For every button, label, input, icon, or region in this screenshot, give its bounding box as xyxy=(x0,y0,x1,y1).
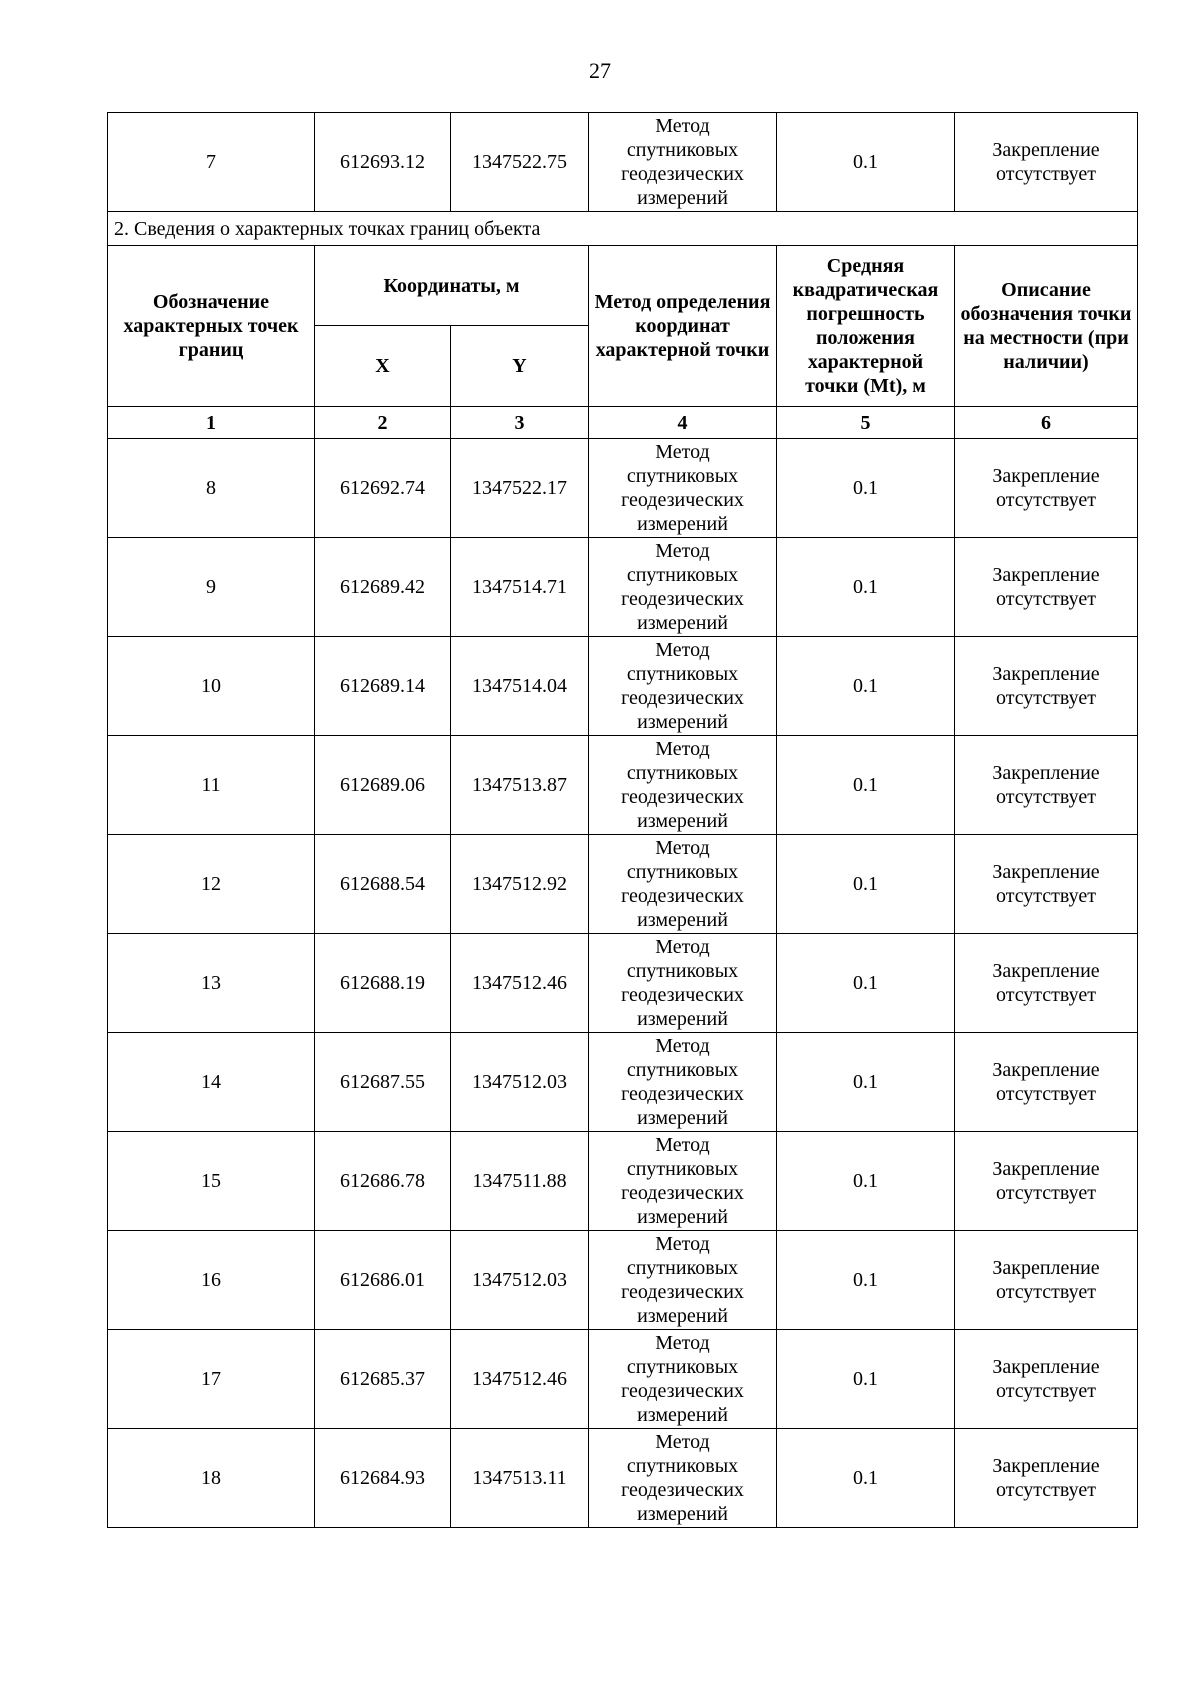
description-cell: Закрепление отсутствует xyxy=(955,835,1138,934)
table-row xyxy=(108,439,1138,538)
y-coordinate-cell: 1347512.46 xyxy=(451,1330,589,1429)
method-cell: Метод спутниковых геодезических измерений xyxy=(589,113,777,212)
point-number-cell: 12 xyxy=(108,835,315,934)
description-cell: Закрепление отсутствует xyxy=(955,1429,1138,1528)
error-cell: 0.1 xyxy=(777,637,955,736)
description-cell: Закрепление отсутствует xyxy=(955,1231,1138,1330)
header-designation: Обозначение характерных точек границ xyxy=(108,246,315,407)
x-coordinate-cell: 612686.01 xyxy=(315,1231,451,1330)
error-cell: 0.1 xyxy=(777,1132,955,1231)
y-coordinate-cell: 1347514.04 xyxy=(451,637,589,736)
y-coordinate-cell: 1347512.03 xyxy=(451,1231,589,1330)
table-row xyxy=(108,1330,1138,1429)
table-row-top xyxy=(108,113,1138,212)
table-row xyxy=(108,1231,1138,1330)
error-cell: 0.1 xyxy=(777,736,955,835)
point-number-cell: 18 xyxy=(108,1429,315,1528)
y-coordinate-cell: 1347512.92 xyxy=(451,835,589,934)
description-cell: Закрепление отсутствует xyxy=(955,439,1138,538)
error-cell: 0.1 xyxy=(777,835,955,934)
method-cell: Метод спутниковых геодезических измерений xyxy=(589,538,777,637)
description-cell: Закрепление отсутствует xyxy=(955,934,1138,1033)
error-cell: 0.1 xyxy=(777,934,955,1033)
method-cell: Метод спутниковых геодезических измерений xyxy=(589,1033,777,1132)
error-cell: 0.1 xyxy=(777,1429,955,1528)
point-number-cell: 16 xyxy=(108,1231,315,1330)
x-coordinate-cell: 612688.19 xyxy=(315,934,451,1033)
error-cell: 0.1 xyxy=(777,1033,955,1132)
y-coordinate-cell: 1347513.87 xyxy=(451,736,589,835)
column-number-row xyxy=(108,407,1138,439)
x-coordinate-cell: 612689.06 xyxy=(315,736,451,835)
header-row-primary xyxy=(108,246,1138,326)
x-coordinate-cell: 612689.42 xyxy=(315,538,451,637)
table-row xyxy=(108,736,1138,835)
x-coordinate-cell: 612693.12 xyxy=(315,113,451,212)
method-cell: Метод спутниковых геодезических измерений xyxy=(589,835,777,934)
description-cell: Закрепление отсутствует xyxy=(955,1330,1138,1429)
y-coordinate-cell: 1347513.11 xyxy=(451,1429,589,1528)
point-number-cell: 10 xyxy=(108,637,315,736)
x-coordinate-cell: 612689.14 xyxy=(315,637,451,736)
header-error: Средняя квадратическая погрешность положения характерной точки (Mt), м xyxy=(777,246,955,407)
point-number-cell: 11 xyxy=(108,736,315,835)
point-number-cell: 8 xyxy=(108,439,315,538)
column-number: 6 xyxy=(955,407,1138,439)
description-cell: Закрепление отсутствует xyxy=(955,113,1138,212)
y-coordinate-cell: 1347522.17 xyxy=(451,439,589,538)
method-cell: Метод спутниковых геодезических измерений xyxy=(589,934,777,1033)
section-title: 2. Сведения о характерных точках границ объекта xyxy=(108,212,1138,246)
point-number-cell: 14 xyxy=(108,1033,315,1132)
y-coordinate-cell: 1347522.75 xyxy=(451,113,589,212)
error-cell: 0.1 xyxy=(777,1330,955,1429)
point-number-cell: 7 xyxy=(108,113,315,212)
table-row xyxy=(108,1033,1138,1132)
method-cell: Метод спутниковых геодезических измерений xyxy=(589,1231,777,1330)
method-cell: Метод спутниковых геодезических измерений xyxy=(589,1330,777,1429)
x-coordinate-cell: 612686.78 xyxy=(315,1132,451,1231)
description-cell: Закрепление отсутствует xyxy=(955,538,1138,637)
header-method: Метод определения координат характерной точки xyxy=(589,246,777,407)
description-cell: Закрепление отсутствует xyxy=(955,736,1138,835)
y-coordinate-cell: 1347512.46 xyxy=(451,934,589,1033)
point-number-cell: 15 xyxy=(108,1132,315,1231)
boundary-points-table xyxy=(107,112,1138,1528)
table-row xyxy=(108,835,1138,934)
table-row xyxy=(108,637,1138,736)
page-number: 27 xyxy=(589,58,611,83)
description-cell: Закрепление отсутствует xyxy=(955,637,1138,736)
table-row xyxy=(108,538,1138,637)
x-coordinate-cell: 612685.37 xyxy=(315,1330,451,1429)
header-description: Описание обозначения точки на местности (при наличии) xyxy=(955,246,1138,407)
x-coordinate-cell: 612684.93 xyxy=(315,1429,451,1528)
column-number: 5 xyxy=(777,407,955,439)
y-coordinate-cell: 1347514.71 xyxy=(451,538,589,637)
x-coordinate-cell: 612687.55 xyxy=(315,1033,451,1132)
point-number-cell: 13 xyxy=(108,934,315,1033)
method-cell: Метод спутниковых геодезических измерений xyxy=(589,736,777,835)
table-row xyxy=(108,1429,1138,1528)
method-cell: Метод спутниковых геодезических измерений xyxy=(589,1429,777,1528)
table-row xyxy=(108,1132,1138,1231)
description-cell: Закрепление отсутствует xyxy=(955,1033,1138,1132)
error-cell: 0.1 xyxy=(777,1231,955,1330)
method-cell: Метод спутниковых геодезических измерений xyxy=(589,637,777,736)
error-cell: 0.1 xyxy=(777,538,955,637)
header-coordinates: Координаты, м xyxy=(315,246,589,326)
x-coordinate-cell: 612688.54 xyxy=(315,835,451,934)
column-number: 4 xyxy=(589,407,777,439)
y-coordinate-cell: 1347512.03 xyxy=(451,1033,589,1132)
error-cell: 0.1 xyxy=(777,113,955,212)
point-number-cell: 17 xyxy=(108,1330,315,1429)
column-number: 1 xyxy=(108,407,315,439)
y-coordinate-cell: 1347511.88 xyxy=(451,1132,589,1231)
column-number: 2 xyxy=(315,407,451,439)
table-row xyxy=(108,934,1138,1033)
error-cell: 0.1 xyxy=(777,439,955,538)
point-number-cell: 9 xyxy=(108,538,315,637)
x-coordinate-cell: 612692.74 xyxy=(315,439,451,538)
description-cell: Закрепление отсутствует xyxy=(955,1132,1138,1231)
header-y: Y xyxy=(451,326,589,407)
column-number: 3 xyxy=(451,407,589,439)
method-cell: Метод спутниковых геодезических измерений xyxy=(589,439,777,538)
section-title-row xyxy=(108,212,1138,246)
method-cell: Метод спутниковых геодезических измерений xyxy=(589,1132,777,1231)
header-x: X xyxy=(315,326,451,407)
